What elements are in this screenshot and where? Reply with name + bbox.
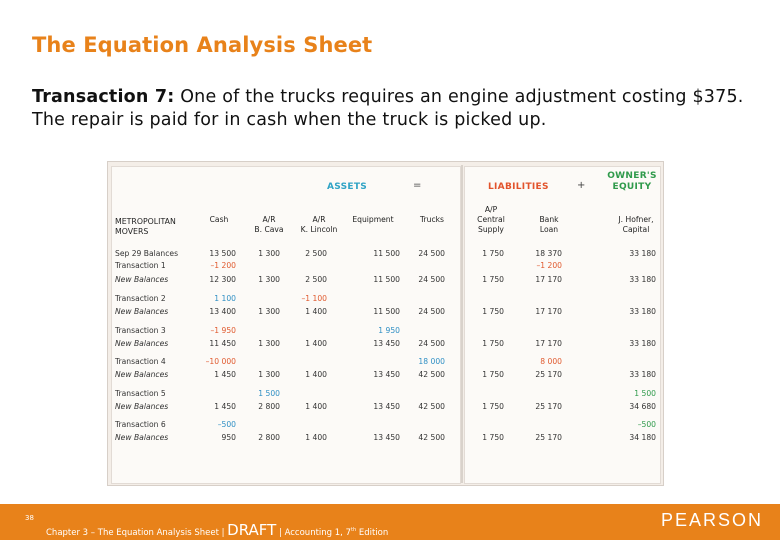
table-cell: 1 450 bbox=[214, 402, 236, 411]
column-header bbox=[606, 215, 666, 235]
equation-analysis-sheet bbox=[107, 161, 664, 486]
row-label: New Balances bbox=[115, 370, 169, 379]
table-cell: 1 400 bbox=[305, 402, 327, 411]
table-cell: 1 450 bbox=[214, 370, 236, 379]
table-cell: 34 180 bbox=[629, 433, 656, 442]
column-header bbox=[343, 215, 403, 225]
row-label: Transaction 3 bbox=[115, 326, 166, 335]
transaction-text: One of the trucks requires an engine adjustment costing $375. The repair is paid for in cash when the truck is picked up. bbox=[32, 87, 744, 130]
table-cell: 42 500 bbox=[418, 402, 445, 411]
table-cell: 13 400 bbox=[209, 307, 236, 316]
table-cell: 25 170 bbox=[535, 370, 562, 379]
table-cell: 12 300 bbox=[209, 275, 236, 284]
row-label: Transaction 6 bbox=[115, 420, 166, 429]
liabilities-header: LIABILITIES bbox=[488, 182, 549, 192]
column-header-line: Bank bbox=[539, 215, 559, 224]
table-cell: 13 450 bbox=[373, 339, 400, 348]
footer-bar bbox=[0, 504, 780, 540]
company-name bbox=[115, 217, 176, 237]
table-cell: 1 950 bbox=[378, 326, 400, 335]
table-cell: –1 100 bbox=[301, 294, 327, 303]
table-cell: 18 370 bbox=[535, 249, 562, 258]
table-cell: 11 500 bbox=[373, 275, 400, 284]
table-cell: 1 750 bbox=[482, 370, 504, 379]
table-row bbox=[108, 275, 663, 287]
row-label: New Balances bbox=[115, 402, 169, 411]
table-cell: 1 400 bbox=[305, 433, 327, 442]
column-header-line: A/P bbox=[484, 205, 498, 214]
column-header bbox=[402, 215, 462, 225]
column-header-line: Supply bbox=[478, 225, 504, 234]
column-header-line: Cash bbox=[209, 215, 229, 224]
table-cell: 1 300 bbox=[258, 370, 280, 379]
column-header-line: Capital bbox=[622, 225, 650, 234]
table-row bbox=[108, 294, 663, 306]
table-cell: 1 500 bbox=[258, 389, 280, 398]
table-cell: 1 500 bbox=[634, 389, 656, 398]
table-cell: 1 300 bbox=[258, 249, 280, 258]
table-cell: 11 500 bbox=[373, 307, 400, 316]
row-label: Transaction 5 bbox=[115, 389, 166, 398]
table-cell: 2 800 bbox=[258, 433, 280, 442]
plus-sign: + bbox=[577, 180, 586, 191]
owners-equity-header bbox=[604, 171, 660, 193]
column-header bbox=[289, 215, 349, 235]
table-cell: 950 bbox=[221, 433, 236, 442]
table-cell: 33 180 bbox=[629, 370, 656, 379]
assets-header: ASSETS bbox=[327, 182, 368, 192]
column-header-line: Central bbox=[477, 215, 505, 224]
footer-draft: DRAFT bbox=[227, 521, 277, 539]
table-row bbox=[108, 261, 663, 273]
table-row bbox=[108, 420, 663, 432]
column-header-line: Loan bbox=[539, 225, 559, 234]
equity-header-line1: OWNER'S bbox=[607, 171, 657, 181]
table-cell: 13 450 bbox=[373, 402, 400, 411]
table-row bbox=[108, 370, 663, 382]
table-cell: 13 450 bbox=[373, 433, 400, 442]
table-cell: 25 170 bbox=[535, 402, 562, 411]
table-cell: –1 950 bbox=[210, 326, 236, 335]
pearson-logo: PEARSON bbox=[660, 510, 763, 530]
table-cell: 33 180 bbox=[629, 339, 656, 348]
table-cell: 24 500 bbox=[418, 275, 445, 284]
column-header-line: K. Lincoln bbox=[300, 225, 338, 234]
company-name-line1: METROPOLITAN bbox=[115, 217, 176, 226]
table-row bbox=[108, 357, 663, 369]
column-header bbox=[461, 205, 521, 235]
table-cell: 1 400 bbox=[305, 370, 327, 379]
table-cell: 1 400 bbox=[305, 339, 327, 348]
table-cell: –10 000 bbox=[205, 357, 236, 366]
table-row bbox=[108, 389, 663, 401]
row-label: Transaction 4 bbox=[115, 357, 166, 366]
table-cell: 1 300 bbox=[258, 339, 280, 348]
transaction-label: Transaction 7: bbox=[32, 87, 175, 107]
table-cell: 1 750 bbox=[482, 275, 504, 284]
column-header bbox=[519, 215, 579, 235]
table-cell: 13 450 bbox=[373, 370, 400, 379]
table-cell: 8 000 bbox=[540, 357, 562, 366]
page-number: 38 bbox=[25, 514, 34, 522]
column-header-line: B. Cava bbox=[254, 225, 284, 234]
table-cell: –500 bbox=[637, 420, 656, 429]
table-cell: 2 500 bbox=[305, 275, 327, 284]
table-cell: 42 500 bbox=[418, 433, 445, 442]
table-cell: 33 180 bbox=[629, 249, 656, 258]
table-cell: 1 400 bbox=[305, 307, 327, 316]
table-row bbox=[108, 339, 663, 351]
table-cell: 17 170 bbox=[535, 307, 562, 316]
table-cell: 2 500 bbox=[305, 249, 327, 258]
table-cell: 24 500 bbox=[418, 249, 445, 258]
table-cell: 17 170 bbox=[535, 275, 562, 284]
table-cell: 24 500 bbox=[418, 339, 445, 348]
table-cell: –500 bbox=[217, 420, 236, 429]
row-label: Transaction 2 bbox=[115, 294, 166, 303]
footer-chapter: Chapter 3 – The Equation Analysis Sheet | bbox=[46, 528, 225, 538]
footer-text bbox=[46, 521, 388, 539]
table-cell: 24 500 bbox=[418, 307, 445, 316]
table-cell: 34 680 bbox=[629, 402, 656, 411]
row-label: Sep 29 Balances bbox=[115, 249, 179, 258]
row-label: Transaction 1 bbox=[115, 261, 166, 270]
slide-title: The Equation Analysis Sheet bbox=[32, 33, 373, 57]
column-header-line: A/R bbox=[262, 215, 276, 224]
row-label: New Balances bbox=[115, 339, 169, 348]
footer-edition: Edition bbox=[356, 528, 389, 538]
equity-header-line2: EQUITY bbox=[612, 182, 652, 192]
table-cell: 17 170 bbox=[535, 339, 562, 348]
equals-sign: = bbox=[413, 180, 422, 191]
table-cell: –1 200 bbox=[536, 261, 562, 270]
column-header-line: Equipment bbox=[352, 215, 394, 224]
column-header-line: Trucks bbox=[420, 215, 444, 224]
row-label: New Balances bbox=[115, 275, 169, 284]
table-cell: 1 750 bbox=[482, 402, 504, 411]
footer-superscript: th bbox=[350, 527, 357, 534]
transaction-description bbox=[32, 86, 772, 132]
table-row bbox=[108, 326, 663, 338]
table-cell: 2 800 bbox=[258, 402, 280, 411]
column-header-line: A/R bbox=[312, 215, 326, 224]
table-cell: 1 300 bbox=[258, 275, 280, 284]
table-row bbox=[108, 402, 663, 414]
table-row bbox=[108, 307, 663, 319]
row-label: New Balances bbox=[115, 307, 169, 316]
table-row bbox=[108, 433, 663, 445]
table-cell: 13 500 bbox=[209, 249, 236, 258]
table-cell: 11 450 bbox=[209, 339, 236, 348]
table-cell: 33 180 bbox=[629, 307, 656, 316]
table-cell: 11 500 bbox=[373, 249, 400, 258]
table-cell: 1 100 bbox=[214, 294, 236, 303]
table-cell: 1 750 bbox=[482, 433, 504, 442]
table-cell: 1 300 bbox=[258, 307, 280, 316]
table-cell: 33 180 bbox=[629, 275, 656, 284]
column-header-line: J. Hofner, bbox=[618, 215, 654, 224]
table-cell: 42 500 bbox=[418, 370, 445, 379]
table-cell: 25 170 bbox=[535, 433, 562, 442]
row-label: New Balances bbox=[115, 433, 169, 442]
company-name-line2: MOVERS bbox=[115, 227, 149, 236]
table-cell: 1 750 bbox=[482, 339, 504, 348]
footer-book: | Accounting 1, 7 bbox=[279, 528, 351, 538]
table-cell: –1 200 bbox=[210, 261, 236, 270]
table-cell: 1 750 bbox=[482, 249, 504, 258]
table-row bbox=[108, 249, 663, 261]
table-cell: 1 750 bbox=[482, 307, 504, 316]
table-cell: 18 000 bbox=[418, 357, 445, 366]
